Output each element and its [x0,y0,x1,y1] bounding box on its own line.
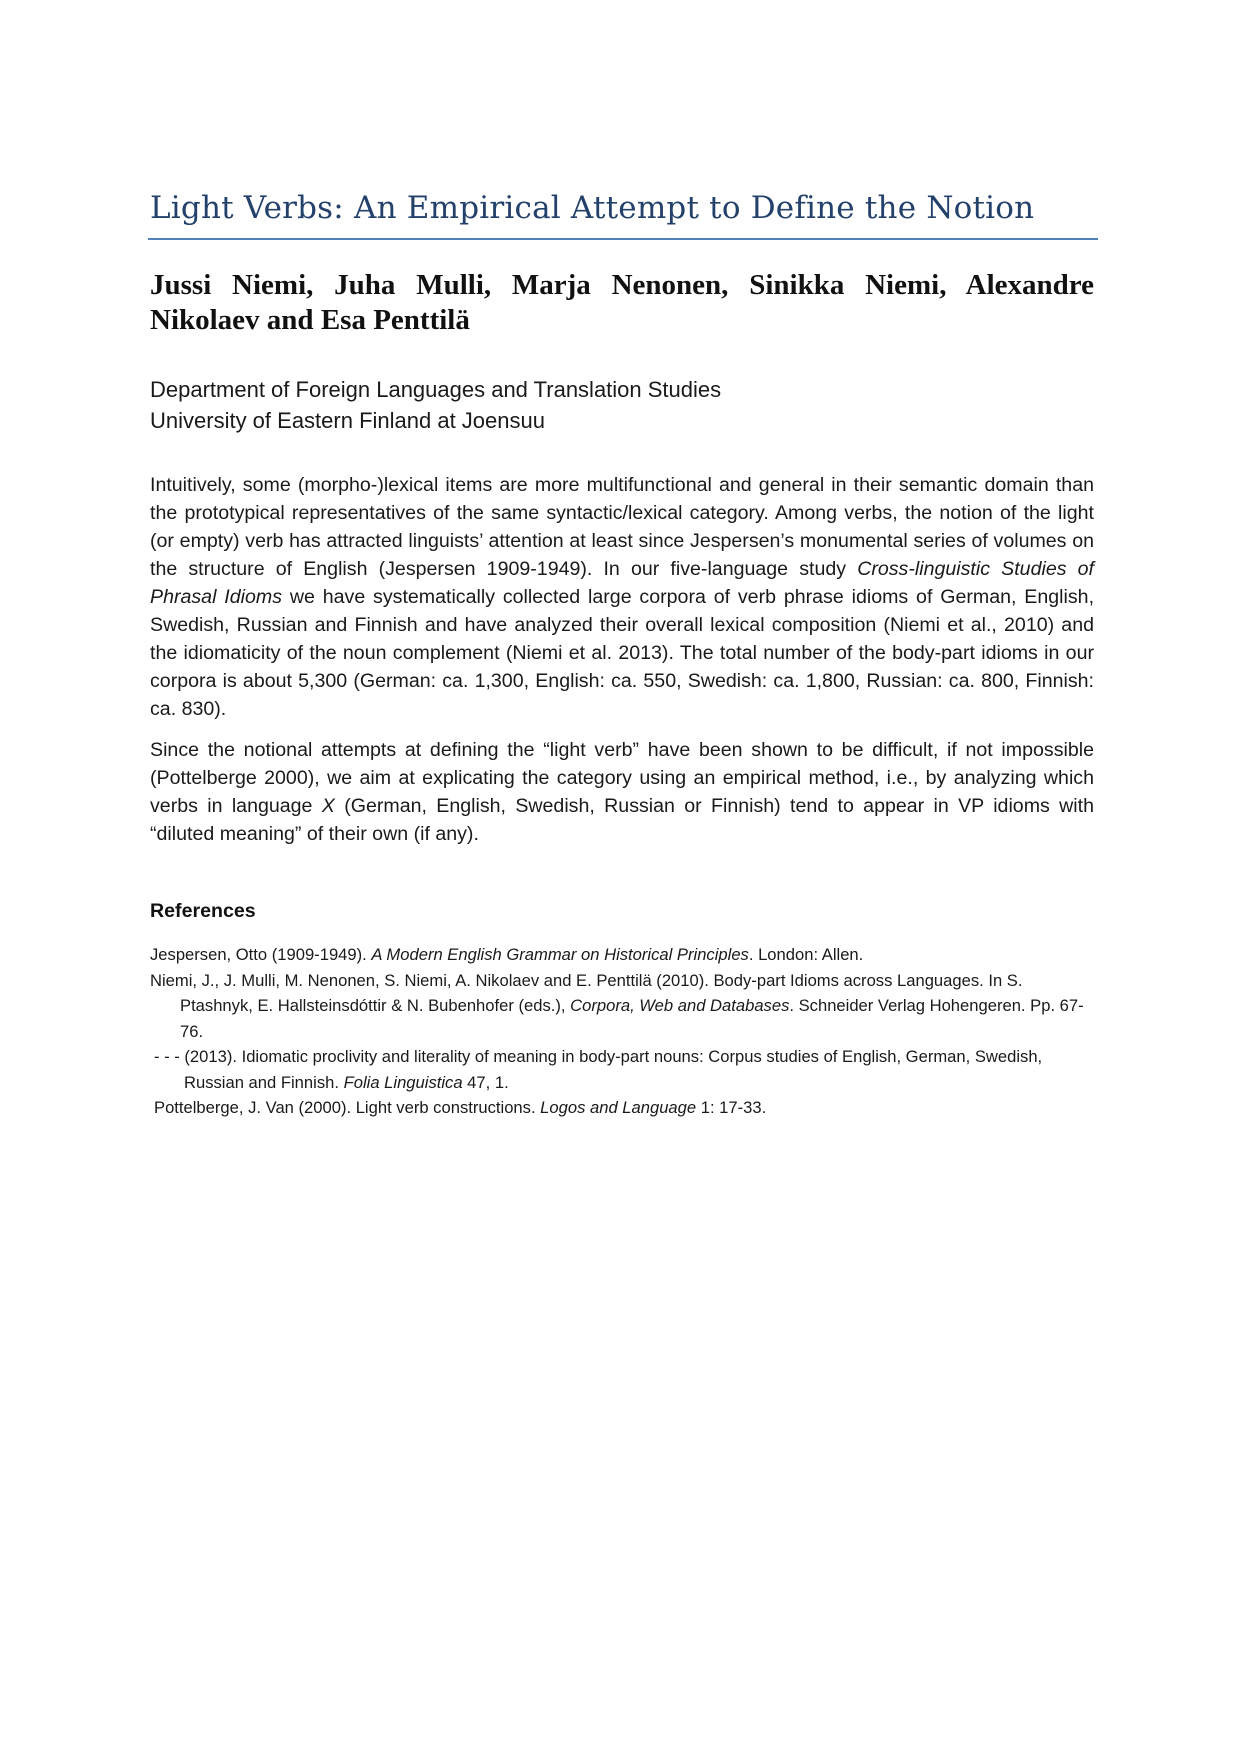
reference-text: . Schneider Verlag Hohengeren. Pp. 67-76. [180,996,1084,1041]
reference-text: - - - (2013). Idiomatic proclivity and literality of meaning in body-part nouns: Corpus studies of English, German, Swedish, Russian and Finnish. [154,1047,1043,1092]
abstract-p2-text-b: (German, English, Swedish, Russian or Finnish) tend to appear in VP idioms with “diluted meaning” of their own (if any). [150,795,1094,845]
references-heading: References [150,900,256,922]
paper-title: Light Verbs: An Empirical Attempt to Define the Notion [150,190,1035,226]
reference-title: Logos and Language [540,1098,697,1117]
abstract-p1-text-b: we have systematically collected large corpora of verb phrase idioms of German, English, Swedish, Russian and Finnish and have analyzed their overall lexical composition (Niemi et al., 2010) and the idiomaticity of the noun complement (Niemi et al. 2013). The total number of the body-part idioms in our corpora is about 5,300 (German: ca. 1,300, English: ca. 550, Swedish: ca. 1,800, Russian: ca. 800, Finnish: ca. 830). [150,586,1095,720]
reference-title: Folia Linguistica [343,1072,463,1092]
reference-item [150,968,1090,1045]
affiliation [150,374,1050,436]
study-title: Cross-linguistic Studies of Phrasal Idioms [150,558,1094,608]
references-list [150,942,1090,1121]
reference-text: Niemi, J., J. Mulli, M. Nenonen, S. Niemi, A. Nikolaev and E. Penttilä (2010). Body-part Idioms across Languages. In S. Ptashnyk, E. Hallsteinsdóttir & N. Bubenhofer (eds.), [150,970,1023,1015]
language-variable: X [321,795,335,817]
abstract-p1-text-a: Intuitively, some (morpho-)lexical items are more multifunctional and general in their semantic domain than the prototypical representatives of the same syntactic/lexical category. Among verbs, the notion of the light (or empty) verb has attracted linguists’ attention at least since Jespersen’s monumental series of volumes on the structure of English (Jespersen 1909-1949). In our five-language study [150,474,1094,580]
reference-title: A Modern English Grammar on Historical Principles [371,945,749,964]
reference-text: 1: 17-33. [696,1098,767,1117]
affiliation-university: University of Eastern Finland at Joensuu [150,408,545,433]
author-list: Jussi Niemi, Juha Mulli, Marja Nenonen, Sinikka Niemi, Alexandre Nikolaev and Esa Penttilä [150,269,1094,336]
reference-text: 47, 1. [462,1072,509,1092]
reference-title: Corpora, Web and Databases [570,996,790,1015]
abstract-paragraph-2 [150,736,1094,848]
reference-text: . London: Allen. [748,945,864,964]
reference-text: Pottelberge, J. Van (2000). Light verb constructions. [154,1098,541,1117]
abstract-body [150,471,1094,861]
reference-item [150,942,1090,968]
reference-item [154,1044,1090,1095]
reference-text: Jespersen, Otto (1909-1949). [150,945,372,964]
abstract-p2-text-a: Since the notional attempts at defining the “light verb” have been shown to be difficult, if not impossible (Pottelberge 2000), we aim at explicating the category using an empirical method, i.e., by analyzing which verbs in language [150,739,1094,817]
abstract-paragraph-1 [150,471,1094,723]
reference-item [154,1095,1090,1121]
affiliation-department: Department of Foreign Languages and Translation Studies [150,377,722,402]
title-underline [148,238,1098,240]
